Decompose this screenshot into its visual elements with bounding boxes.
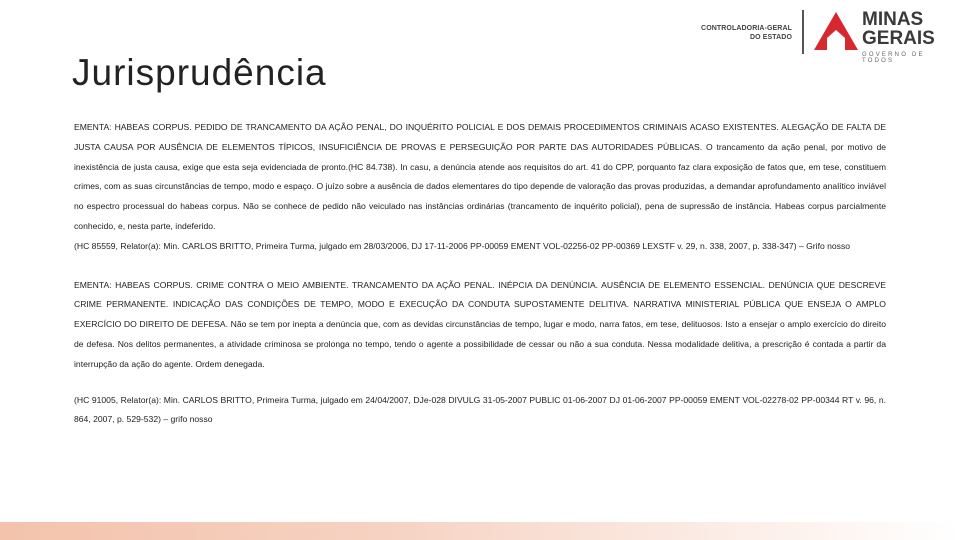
header-logos — [692, 8, 952, 64]
spacer — [74, 257, 886, 276]
ementa-1: EMENTA: HABEAS CORPUS. PEDIDO DE TRANCAMENTO DA AÇÃO PENAL, DO INQUÉRITO POLICIAL E DOS DEMAIS PROCEDIMENTOS CRIMINAIS ACASO EXISTENTES. ALEGAÇÃO DE FALTA DE JUSTA CAUSA POR AUSÊNCIA DE ELEMENTOS TÍPICOS, INSUFICIÊNCIA DE PROVAS E PERSEGUIÇÃO POR PARTE DAS AUTORIDADES PÚBLICAS. O trancamento da ação penal, por motivo de inexistência de justa causa, exige que esta seja evidenciada de pronto.(HC 84.738). In casu, a denúncia atende aos requisitos do art. 41 do CPP, porquanto faz clara exposição de fatos que, em tese, constituem crimes, com as suas circunstâncias de tempo, modo e espaço. O juízo sobre a ausência de dados elementares do tipo depende de valoração das provas produzidas, a demandar aprofundamento analítico inviável no espectro processual do habeas corpus. Não se conhece de pedido não veiculado nas instâncias ordinárias (trancamento de inquérito policial), pena de supressão de instância. Habeas corpus parcialmente conhecido, e, nesta parte, indeferido. — [74, 122, 886, 231]
state-name-line2: GERAIS — [862, 28, 935, 49]
state-name-line1: MINAS — [862, 9, 924, 30]
bottom-accent-bar — [0, 522, 960, 540]
triangle-logo-icon — [814, 12, 858, 50]
spacer — [74, 375, 886, 391]
citation-1: (HC 85559, Relator(a): Min. CARLOS BRITTO, Primeira Turma, julgado em 28/03/2006, DJ 17-11-2006 PP-00059 EMENT VOL-02256-02 PP-00369 LEXSTF v. 29, n. 338, 2007, p. 338-347) – Grifo nosso — [74, 240, 851, 251]
citation-2: (HC 91005, Relator(a): Min. CARLOS BRITTO, Primeira Turma, julgado em 24/04/2007, DJe-028 DIVULG 31-05-2007 PUBLIC 01-06-2007 DJ 01-06-2007 PP-00059 EMENT VOL-02278-02 PP-00344 RT v. 96, n. 864, 2007, p. 529-532) – grifo nosso — [74, 394, 886, 425]
ementa-2: EMENTA: HABEAS CORPUS. CRIME CONTRA O MEIO AMBIENTE. TRANCAMENTO DA AÇÃO PENAL. INÉPCIA DA DENÚNCIA. AUSÊNCIA DE ELEMENTO ESSENCIAL. DENÚNCIA QUE DESCREVE CRIME PERMANENTE. INDICAÇÃO DAS CONDIÇÕES DE TEMPO, MODO E EXECUÇÃO DA CONDUTA SUPOSTAMENTE DELITIVA. NARRATIVA MINISTERIAL PÚBLICA QUE ENSEJA O AMPLO EXERCÍCIO DO DIREITO DE DEFESA. Não se tem por inepta a denúncia que, com as devidas circunstâncias de tempo, lugar e modo, narra fatos, em tese, delituosos. Isto a ensejar o amplo exercício do direito de defesa. Nos delitos permanentes, a atividade criminosa se prolonga no tempo, tendo o agente a possibilidade de cessar ou não a sua conduta. Nessa modalidade delitiva, a prescrição é contada a partir da interrupção da ação do agente. Ordem denegada. — [74, 279, 886, 369]
minas-gerais-logo — [814, 8, 952, 64]
logo-divider — [802, 10, 804, 54]
page-title: Jurisprudência — [72, 52, 327, 93]
state-name — [862, 10, 935, 48]
org-name-line1: CONTROLADORIA-GERAL — [701, 25, 792, 32]
controladoria-logo-text — [692, 24, 792, 42]
content-body — [74, 118, 886, 430]
state-tagline: GOVERNO DE TODOS — [862, 52, 925, 64]
org-name-line2: DO ESTADO — [750, 34, 792, 41]
